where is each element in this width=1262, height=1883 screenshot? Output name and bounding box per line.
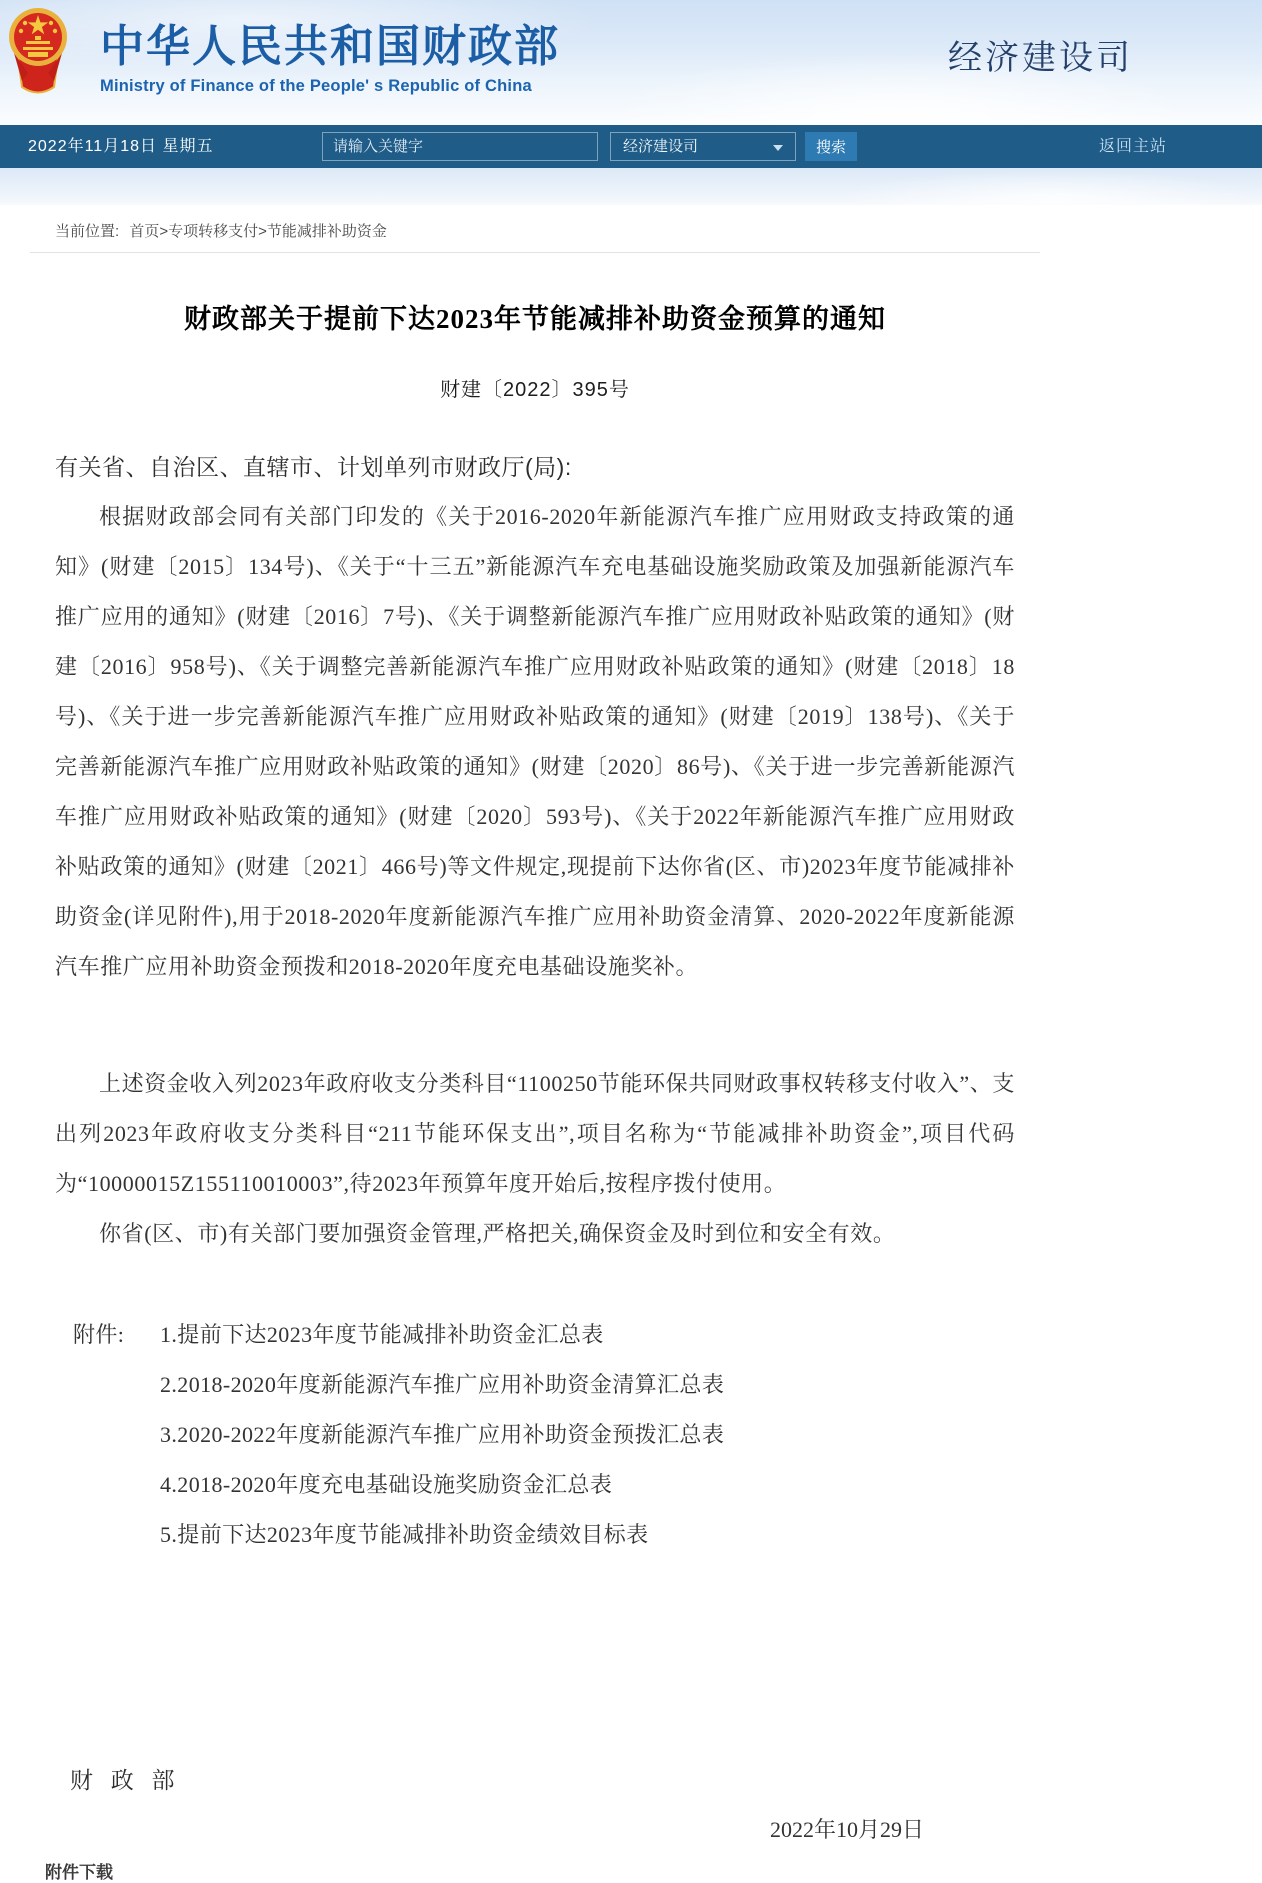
signature: 财 政 部 <box>70 1768 181 1793</box>
attachments-list <box>73 1310 724 1560</box>
search-button[interactable]: 搜索 <box>805 132 857 161</box>
department-name: 经济建设司 <box>948 39 1133 77</box>
subband <box>0 168 1262 205</box>
brand <box>100 10 560 96</box>
document-title: 财政部关于提前下达2023年节能减排补助资金预算的通知 <box>184 304 886 334</box>
paragraph-1: 根据财政部会同有关部门印发的《关于2016-2020年新能源汽车推广应用财政支持政策的通知》(财建〔2015〕134号)、《关于“十三五”新能源汽车充电基础设施奖励政策及加强新能源汽车推广应用的通知》(财建〔2016〕7号)、《关于调整新能源汽车推广应用财政补贴政策的通知》(财建〔2016〕958号)、《关于调整完善新能源汽车推广应用财政补贴政策的通知》(财建〔2018〕18号)、《关于进一步完善新能源汽车推广应用财政补贴政策的通知》(财建〔2019〕138号)、《关于完善新能源汽车推广应用财政补贴政策的通知》(财建〔2020〕86号)、《关于进一步完善新能源汽车推广应用财政补贴政策的通知》(财建〔2020〕593号)、《关于2022年新能源汽车推广应用财政补贴政策的通知》(财建〔2021〕466号)等文件规定,现提前下达你省(区、市)2023年度节能减排补助资金(详见附件),用于2018-2020年度新能源汽车推广应用补助资金清算、2020-2022年度新能源汽车推广应用补助资金预拨和2018-2020年度充电基础设施奖补。 <box>55 504 1015 979</box>
document-date: 2022年10月29日 <box>770 1817 925 1842</box>
scope-select[interactable] <box>610 132 796 161</box>
breadcrumb <box>30 205 1040 253</box>
salutation: 有关省、自治区、直辖市、计划单列市财政厅(局): <box>55 454 572 480</box>
search-input[interactable] <box>322 132 598 161</box>
attachments-download-heading: 附件下载 <box>45 1863 113 1882</box>
ministry-title-cn: 中华人民共和国财政部 <box>100 22 560 71</box>
breadcrumb-path[interactable]: 首页>专项转移支付>节能减排补助资金 <box>129 223 387 240</box>
scope-select-label: 经济建设司 <box>623 138 699 155</box>
topbar <box>0 125 1262 168</box>
attachment-item: 3.2020-2022年度新能源汽车推广应用补助资金预拨汇总表 <box>160 1422 725 1447</box>
breadcrumb-label: 当前位置: <box>55 223 120 240</box>
chevron-down-icon <box>773 145 783 151</box>
ministry-subtitle-en: Ministry of Finance of the People' s Republic of China <box>100 77 532 95</box>
attachment-item: 1.提前下达2023年度节能减排补助资金汇总表 <box>160 1322 604 1347</box>
masthead <box>0 0 1262 125</box>
attachments-label: 附件: <box>73 1322 125 1347</box>
national-emblem-icon <box>8 3 68 97</box>
paragraph-2: 上述资金收入列2023年政府收支分类科目“1100250节能环保共同财政事权转移支付收入”、支出列2023年政府收支分类科目“211节能环保支出”,项目名称为“节能减排补助资金”,项目代码为“10000015Z155110010003”,待2023年预算年度开始后,按程序拨付使用。 <box>55 1071 1015 1196</box>
attachment-item: 2.2018-2020年度新能源汽车推广应用补助资金清算汇总表 <box>160 1372 725 1397</box>
current-date: 2022年11月18日 星期五 <box>28 138 214 155</box>
attachment-item: 4.2018-2020年度充电基础设施奖励资金汇总表 <box>160 1472 613 1497</box>
attachment-item: 5.提前下达2023年度节能减排补助资金绩效目标表 <box>160 1522 649 1547</box>
document-number: 财建〔2022〕395号 <box>440 379 630 401</box>
return-home-link[interactable]: 返回主站 <box>1098 138 1167 155</box>
content-panel <box>30 205 1040 1882</box>
paragraph-3: 你省(区、市)有关部门要加强资金管理,严格把关,确保资金及时到位和安全有效。 <box>99 1221 896 1246</box>
